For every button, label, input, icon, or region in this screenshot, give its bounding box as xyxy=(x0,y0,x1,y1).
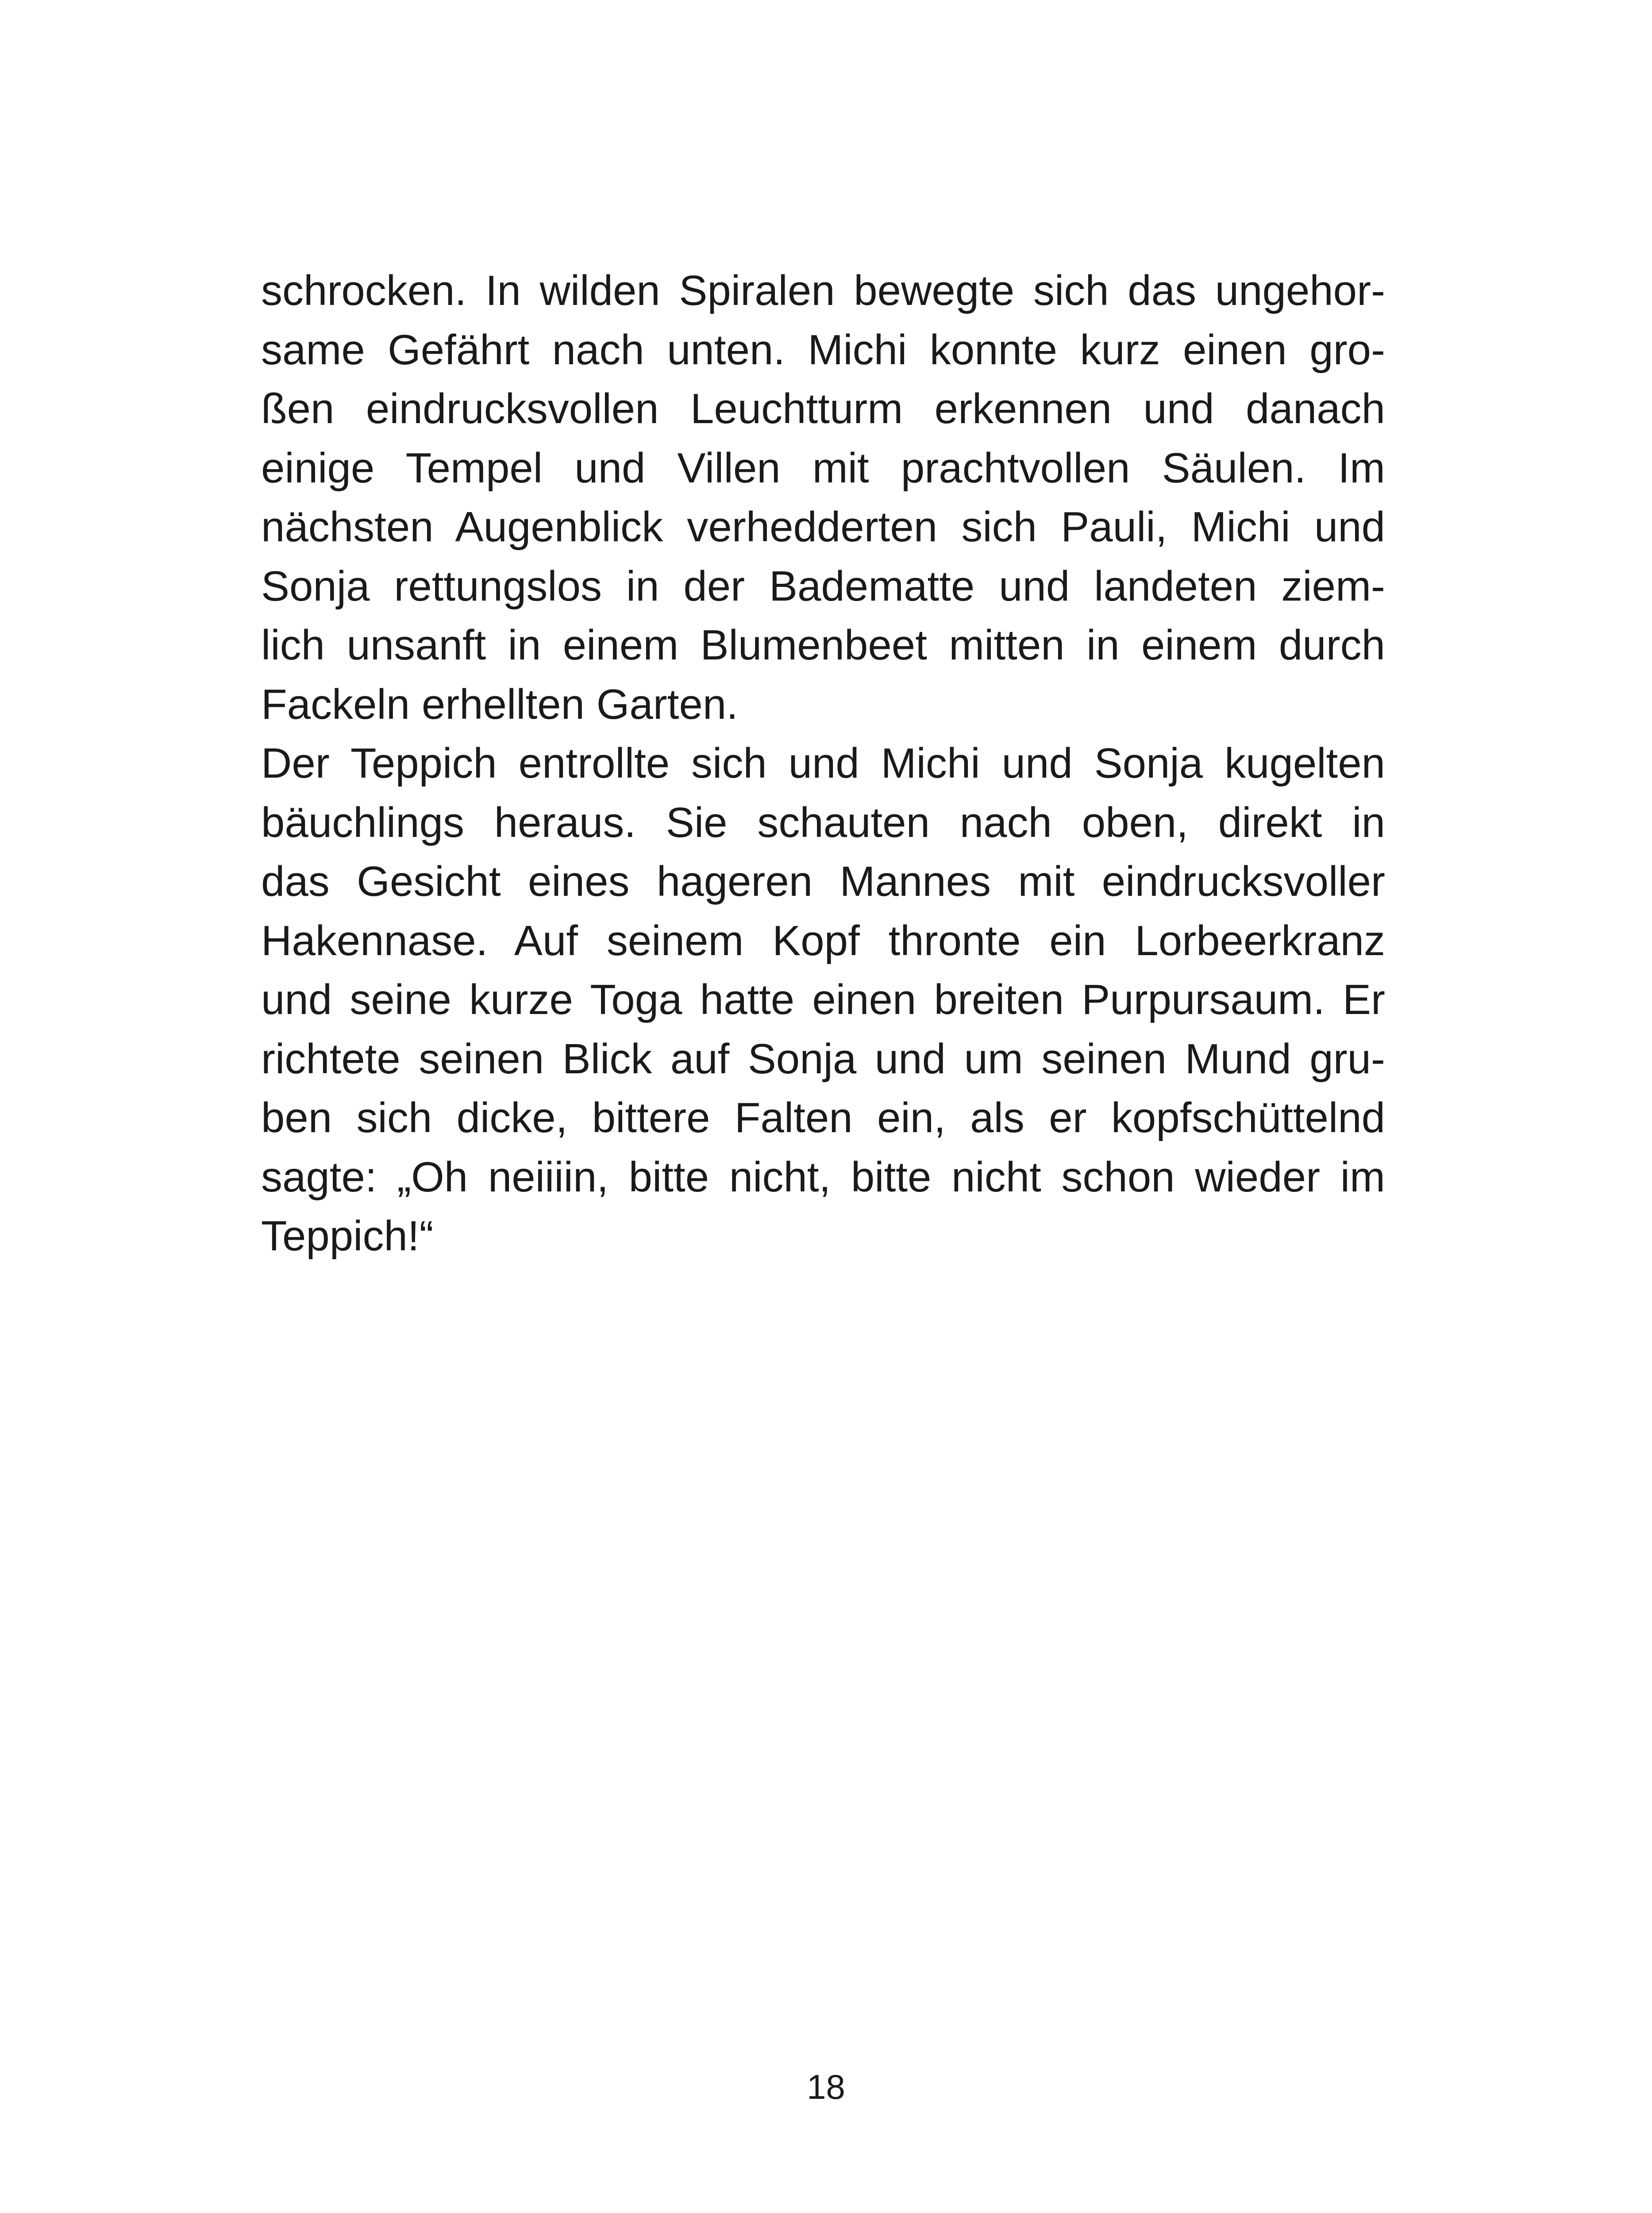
text-line: Hakennase. Auf seinem Kopf thronte ein Lorbeerkranz xyxy=(261,917,1385,964)
text-line: ßen eindrucksvollen Leuchtturm erkennen und danach xyxy=(261,385,1385,432)
page-number: 18 xyxy=(807,2067,845,2106)
text-line: richtete seinen Blick auf Sonja und um seinen Mund gru- xyxy=(261,1035,1385,1083)
text-line: sagte: „Oh neiiiin, bitte nicht, bitte nicht schon wieder im xyxy=(261,1153,1385,1201)
text-line: nächsten Augenblick verhedderten sich Pauli, Michi und xyxy=(261,503,1385,551)
text-line: und seine kurze Toga hatte einen breiten Purpursaum. Er xyxy=(261,976,1385,1023)
text-line: schrocken. In wilden Spiralen bewegte sich das ungehor- xyxy=(261,267,1385,314)
body-text xyxy=(261,261,1385,1266)
text-line: lich unsanft in einem Blumenbeet mitten in einem durch xyxy=(261,621,1385,669)
paragraph-1 xyxy=(261,261,1385,734)
paragraph-2 xyxy=(261,734,1385,1266)
text-line: Fackeln erhellten Garten. xyxy=(261,680,738,728)
text-line: einige Tempel und Villen mit prachtvollen Säulen. Im xyxy=(261,444,1385,492)
text-line: das Gesicht eines hageren Mannes mit eindrucksvoller xyxy=(261,858,1385,905)
text-line: same Gefährt nach unten. Michi konnte kurz einen gro- xyxy=(261,326,1385,374)
text-line: Sonja rettungslos in der Badematte und landeten ziem- xyxy=(261,562,1385,610)
text-line: Der Teppich entrollte sich und Michi und Sonja kugelten xyxy=(261,740,1385,787)
text-line: Teppich!“ xyxy=(261,1212,434,1260)
text-line: bäuchlings heraus. Sie schauten nach oben, direkt in xyxy=(261,798,1385,846)
text-line: ben sich dicke, bittere Falten ein, als er kopfschüttelnd xyxy=(261,1094,1385,1141)
